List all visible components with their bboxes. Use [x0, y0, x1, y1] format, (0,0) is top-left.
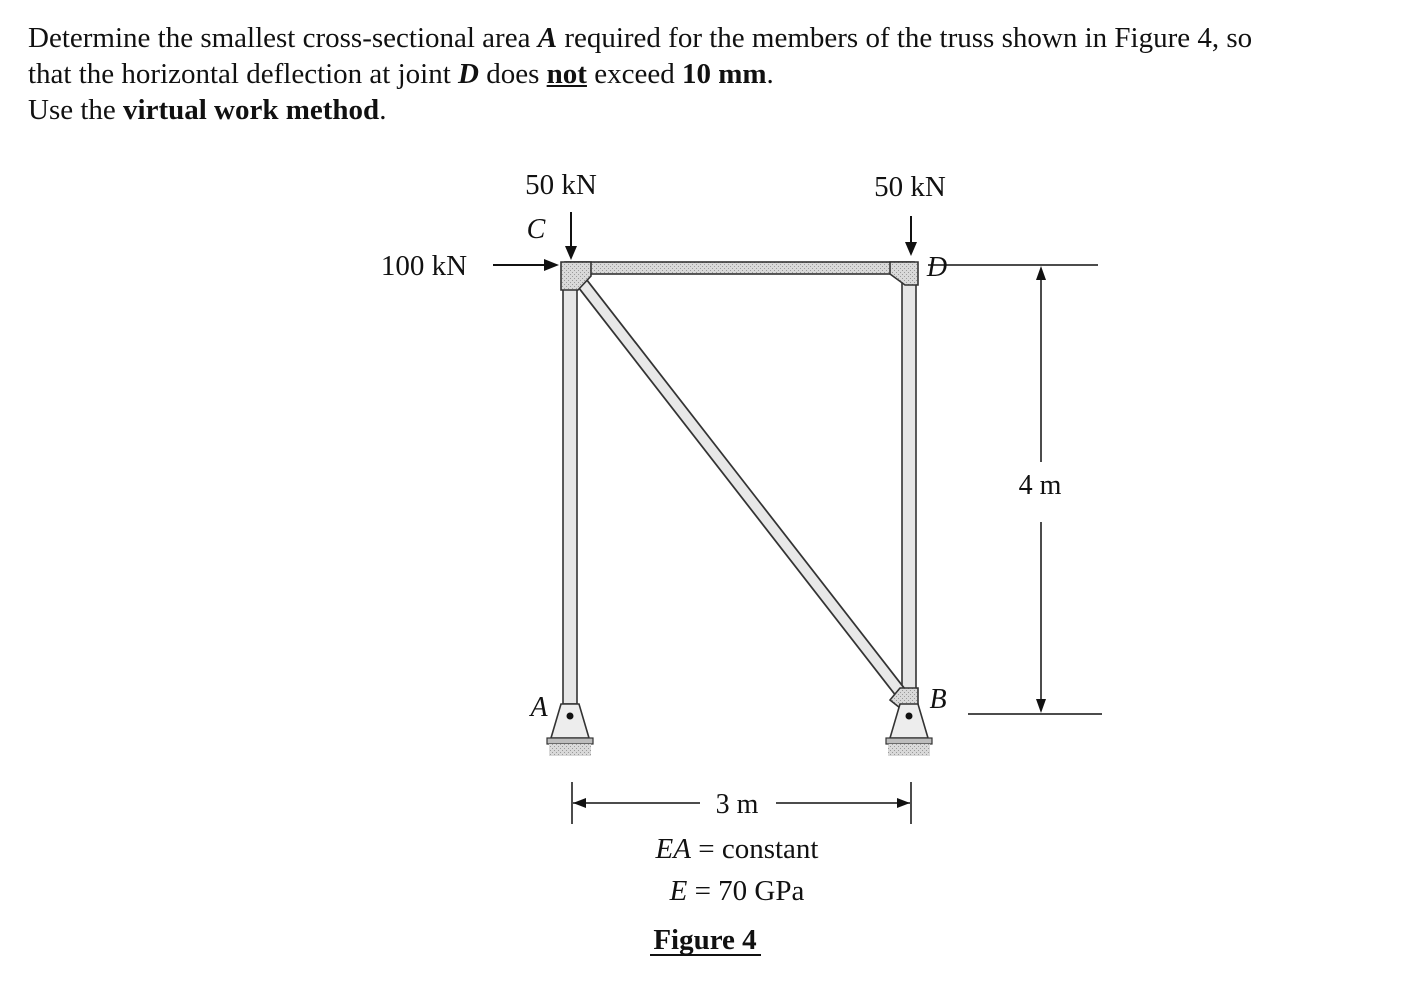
joint-label-c: C [526, 214, 546, 245]
text-segment: does [478, 58, 547, 90]
member-cb [579, 279, 904, 697]
deflection-limit: 10 mm [681, 58, 767, 90]
load-label-d: 50 kN [874, 171, 946, 203]
text-segment: required for the members of the truss shown in Figure 4, so [557, 22, 1253, 54]
member-ac [563, 268, 577, 704]
load-arrow-d [905, 216, 917, 256]
text-segment: Use the [28, 94, 124, 126]
joint-label-a: A [530, 692, 548, 723]
joint-label-b: B [929, 684, 947, 715]
note-e [669, 875, 805, 907]
note-e-variable: E [669, 875, 688, 907]
method-name: virtual work method [123, 94, 380, 126]
variable-d: D [458, 58, 479, 90]
note-ea [655, 833, 819, 865]
joint-label-d: D [926, 252, 948, 283]
note-e-value: = 70 GPa [687, 875, 805, 907]
load-arrow-c [565, 212, 577, 260]
text-segment: exceed [586, 58, 682, 90]
text-segment: Determine the smallest cross-sectional area [28, 22, 538, 54]
member-db [902, 268, 916, 704]
note-ea-value: = constant [690, 833, 819, 865]
text-segment: . [766, 58, 774, 90]
text-segment: . [379, 94, 387, 126]
height-dimension [928, 265, 1102, 714]
member-cd [565, 262, 914, 274]
pin-support-a [547, 704, 593, 756]
pin-support-b [886, 704, 932, 756]
span-dimension-label: 3 m [715, 789, 759, 820]
gusset-d [890, 262, 918, 285]
variable-a: A [537, 22, 558, 54]
figure-caption: Figure 4 [653, 924, 757, 956]
height-dimension-label: 4 m [1018, 470, 1062, 501]
load-arrow-horizontal [493, 259, 559, 271]
text-segment: that the horizontal deflection at joint [28, 58, 459, 90]
note-ea-variable: EA [655, 833, 691, 865]
emphasis-not: not [546, 58, 587, 90]
load-label-c: 50 kN [525, 169, 597, 201]
load-label-horizontal: 100 kN [380, 250, 468, 282]
